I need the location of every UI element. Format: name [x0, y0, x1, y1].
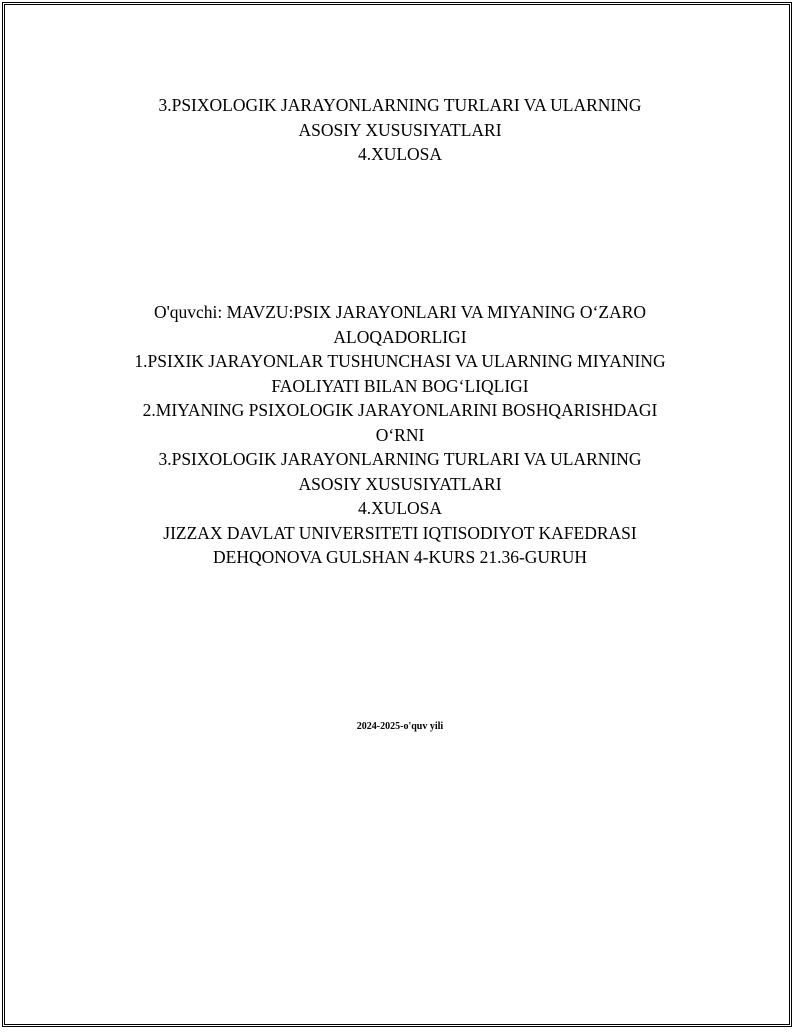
footer [0, 720, 800, 734]
academic-year: 2024-2025-o'quv yili [356, 721, 444, 732]
university-line: JIZZAX DAVLAT UNIVERSITETI IQTISODIYOT KAFEDRASI [163, 522, 637, 543]
contents-line: FAOLIYATI BILAN BOG‘LIQLIGI [271, 375, 529, 396]
title-block [0, 300, 800, 570]
topic-line: ALOQADORLIGI [333, 326, 467, 347]
contents-line: ASOSIY XUSUSIYATLARI [298, 119, 502, 140]
topic-line: O'quvchi: MAVZU:PSIX JARAYONLARI VA MIYANING O‘ZARO [153, 302, 647, 322]
contents-line: 3.PSIXOLOGIK JARAYONLARNING TURLARI VA ULARNING [158, 95, 642, 115]
author-line: DEHQONOVA GULSHAN 4-KURS 21.36-GURUH [213, 547, 587, 567]
contents-line: 4.XULOSA [357, 498, 443, 518]
contents-line: 1.PSIXIK JARAYONLAR TUSHUNCHASI VA ULARNING MIYANING [134, 351, 666, 371]
contents-line: O‘RNI [375, 424, 425, 445]
contents-line: 4.XULOSA [357, 144, 443, 164]
contents-line: ASOSIY XUSUSIYATLARI [298, 473, 502, 494]
contents-line: 2.MIYANING PSIXOLOGIK JARAYONLARINI BOSHQARISHDAGI [142, 400, 658, 420]
contents-continuation [0, 93, 800, 167]
contents-line: 3.PSIXOLOGIK JARAYONLARNING TURLARI VA ULARNING [158, 449, 642, 469]
